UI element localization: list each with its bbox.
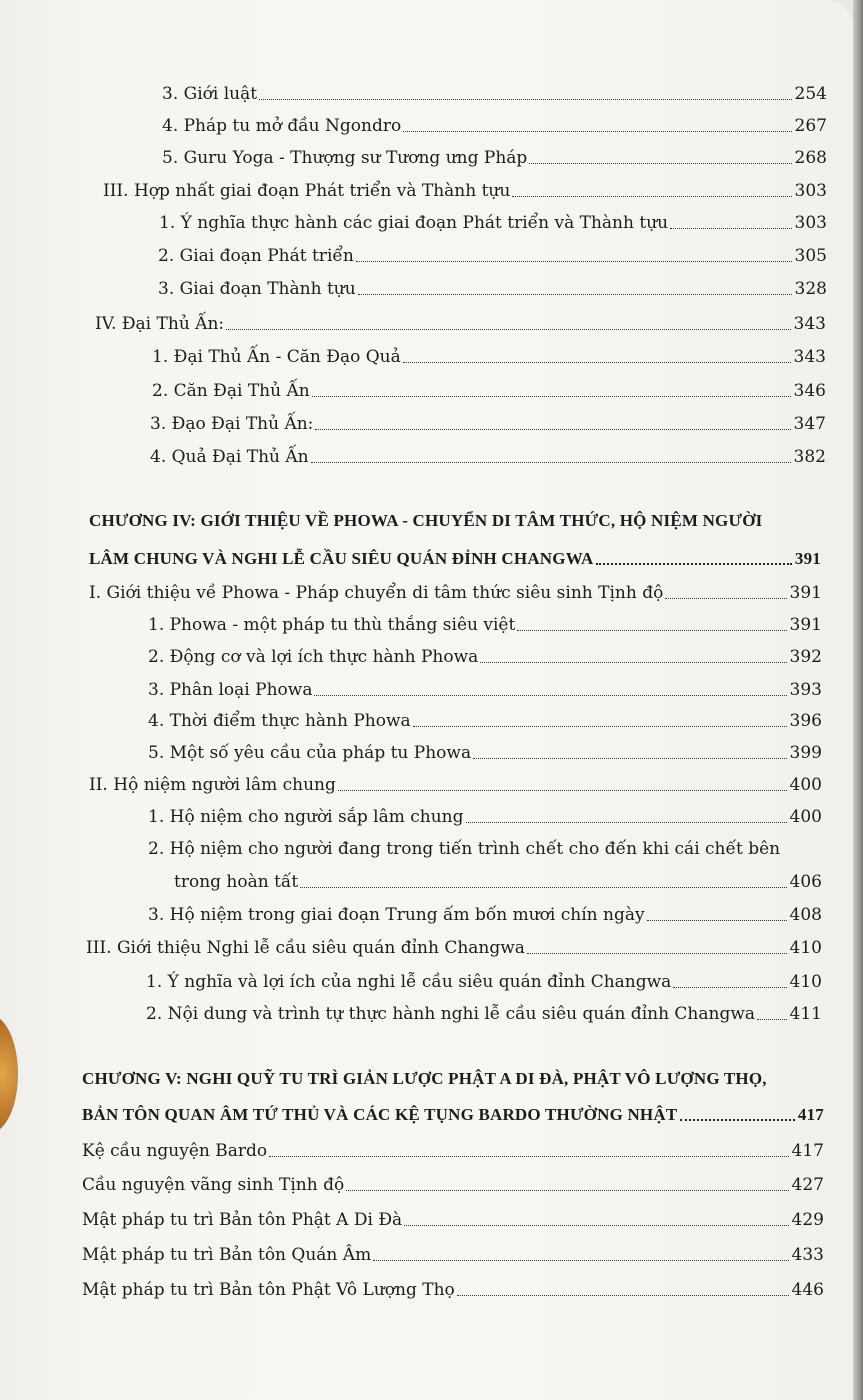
toc-entry: Kệ cầu nguyện Bardo 417 (82, 1141, 824, 1161)
toc-entry: 3. Đạo Đại Thủ Ấn: 347 (150, 414, 826, 434)
toc-entry: III. Giới thiệu Nghi lễ cầu siêu quán đỉnh Changwa 410 (86, 938, 822, 958)
toc-entry: I. Giới thiệu về Phowa - Pháp chuyển di tâm thức siêu sinh Tịnh độ 391 (89, 583, 822, 603)
toc-entry: II. Hộ niệm người lâm chung 400 (89, 775, 822, 795)
toc-entry: 3. Hộ niệm trong giai đoạn Trung ấm bốn mươi chín ngày 408 (148, 905, 822, 925)
toc-entry: 2. Nội dung và trình tự thực hành nghi lễ cầu siêu quán đỉnh Changwa 411 (146, 1004, 822, 1024)
toc-entry: IV. Đại Thủ Ấn: 343 (95, 314, 826, 334)
toc-entry: 1. Ý nghĩa và lợi ích của nghi lễ cầu siêu quán đỉnh Changwa 410 (146, 972, 822, 992)
toc-entry: 1. Hộ niệm cho người sắp lâm chung 400 (148, 807, 822, 827)
book-spine-edge (853, 0, 863, 1400)
toc-entry: Mật pháp tu trì Bản tôn Quán Âm 433 (82, 1245, 824, 1265)
toc-entry: 3. Phân loại Phowa 393 (148, 680, 822, 700)
toc-entry: 3. Giới luật 254 (162, 84, 827, 104)
chapter-heading: LÂM CHUNG VÀ NGHI LỄ CẦU SIÊU QUÁN ĐỈNH CHANGWA 391 (89, 549, 821, 568)
toc-entry: Mật pháp tu trì Bản tôn Phật Vô Lượng Thọ 446 (82, 1280, 824, 1300)
chapter-heading: CHƯƠNG V: NGHI QUỸ TU TRÌ GIẢN LƯỢC PHẬT A DI ĐÀ, PHẬT VÔ LƯỢNG THỌ, (82, 1069, 767, 1088)
toc-entry: 1. Ý nghĩa thực hành các giai đoạn Phát triển và Thành tựu 303 (159, 213, 827, 233)
toc-entry: 2. Động cơ và lợi ích thực hành Phowa 392 (148, 647, 822, 667)
toc-entry: 1. Đại Thủ Ấn - Căn Đạo Quả 343 (152, 347, 826, 367)
toc-entry-first-line: 2. Hộ niệm cho người đang trong tiến trình chết cho đến khi cái chết bên (148, 839, 781, 859)
toc-entry: trong hoàn tất 406 (174, 872, 822, 892)
toc-entry: III. Hợp nhất giai đoạn Phát triển và Thành tựu 303 (103, 181, 827, 201)
toc-entry: 2. Căn Đại Thủ Ấn 346 (152, 381, 826, 401)
toc-entry: Mật pháp tu trì Bản tôn Phật A Di Đà 429 (82, 1210, 824, 1230)
chapter-heading: BẢN TÔN QUAN ÂM TỨ THỦ VÀ CÁC KỆ TỤNG BARDO THƯỜNG NHẬT 417 (82, 1105, 824, 1124)
toc-entry: 1. Phowa - một pháp tu thù thắng siêu việt 391 (148, 615, 822, 635)
toc-entry: 2. Giai đoạn Phát triển 305 (158, 246, 827, 266)
toc-entry: 4. Pháp tu mở đầu Ngondro 267 (162, 116, 827, 136)
toc-entry: 5. Một số yêu cầu của pháp tu Phowa 399 (148, 743, 822, 763)
toc-entry: 3. Giai đoạn Thành tựu 328 (158, 279, 827, 299)
chapter-heading: CHƯƠNG IV: GIỚI THIỆU VỀ PHOWA - CHUYỂN DI TÂM THỨC, HỘ NIỆM NGƯỜI (89, 511, 763, 530)
toc-entry: 4. Thời điểm thực hành Phowa 396 (148, 711, 822, 731)
toc-entry: 5. Guru Yoga - Thượng sư Tương ưng Pháp 268 (162, 148, 827, 168)
toc-entry: Cầu nguyện vãng sinh Tịnh độ 427 (82, 1175, 824, 1195)
toc-entry: 4. Quả Đại Thủ Ấn 382 (150, 447, 826, 467)
